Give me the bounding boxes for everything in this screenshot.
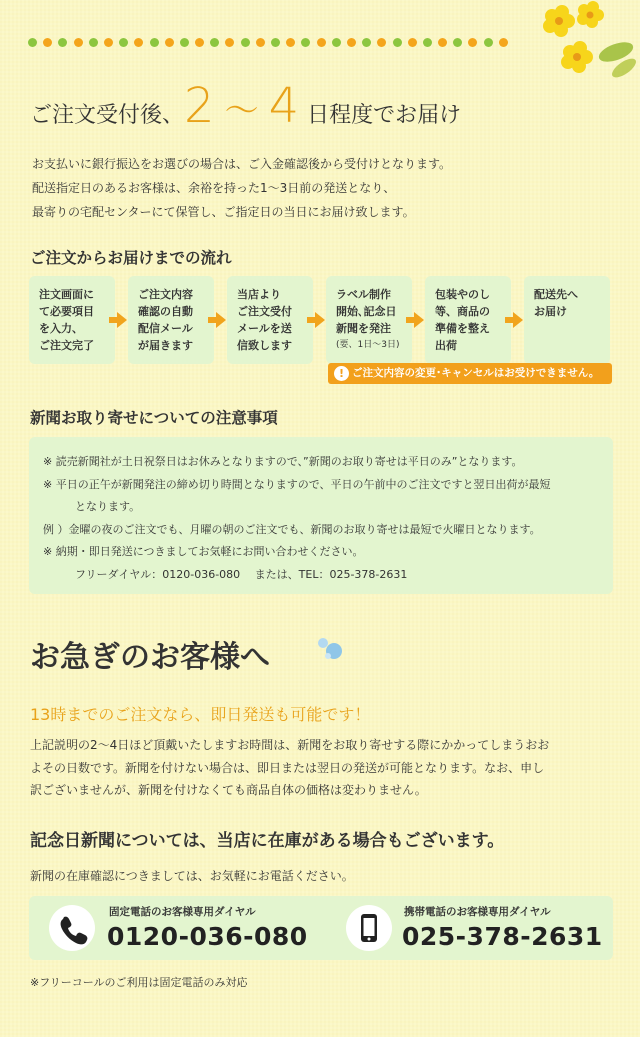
- headline-max-days: 4: [268, 78, 300, 134]
- notice-box: [29, 437, 613, 594]
- flow-step-5: 包装やのし 等、商品の 準備を整え 出荷: [425, 276, 511, 364]
- mobile-label: 携帯電話のお客様専用ダイヤル: [404, 906, 551, 918]
- flow-step-3: 当店より ご注文受付 メールを送 信致します: [227, 276, 313, 364]
- headline-min-days: 2: [184, 78, 215, 134]
- divider-dot: [150, 38, 159, 47]
- intro-line: 配送指定日のあるお客様は、余裕を持った1～3日前の発送となり、: [32, 181, 396, 195]
- phone-contact-box: [29, 896, 613, 960]
- divider-dot: [195, 38, 204, 47]
- divider-dot: [134, 38, 143, 47]
- divider-dot: [28, 38, 37, 47]
- flow-step-6: 配送先へ お届け: [524, 276, 610, 364]
- phone-handset-icon: [49, 905, 95, 951]
- notice-title: 新聞お取り寄せについての注意事項: [30, 409, 278, 427]
- divider-dot: [256, 38, 265, 47]
- divider-dot: [423, 38, 432, 47]
- cancel-warning-badge: [328, 363, 612, 384]
- divider-dot: [317, 38, 326, 47]
- divider-dot: [119, 38, 128, 47]
- mobile-number-link[interactable]: 025-378-2631: [402, 922, 603, 951]
- landline-number-link[interactable]: 0120-036-080: [107, 922, 308, 951]
- flow-step-4: ラベル制作 開始､記念日 新聞を発注 (要、1日～3日): [326, 276, 412, 364]
- intro-text: [32, 152, 612, 224]
- divider-dot: [225, 38, 234, 47]
- arrow-right-icon: [216, 312, 226, 328]
- divider-dot: [438, 38, 447, 47]
- headline-tilde: ～: [224, 91, 259, 131]
- exclamation-icon: !: [334, 366, 349, 381]
- divider-dot: [43, 38, 52, 47]
- divider-dot: [58, 38, 67, 47]
- flow-title: ご注文からお届けまでの流れ: [30, 249, 232, 267]
- notice-line: ※ 平日の正午が新聞発注の締め切り時間となりますので、平日の午前中のご注文ですと翌日出荷が最短: [43, 477, 551, 491]
- arrow-right-icon: [315, 312, 325, 328]
- stock-newspaper-title: 記念日新聞については、当店に在庫がある場合もございます。: [30, 831, 505, 851]
- warning-text: ご注文内容の変更･キャンセルはお受けできません。: [352, 367, 600, 379]
- order-flow: [29, 276, 619, 366]
- divider-dot: [165, 38, 174, 47]
- landline-label: 固定電話のお客様専用ダイヤル: [109, 906, 256, 918]
- notice-line: ※ 納期・即日発送につきましてお気軽にお問い合わせください。: [43, 545, 364, 558]
- intro-line: お支払いに銀行振込をお選びの場合は、ご入金確認後から受付けとなります。: [32, 157, 452, 171]
- divider-dot: [286, 38, 295, 47]
- headline-prefix: ご注文受付後、: [30, 103, 185, 128]
- notice-line: ※ 読売新聞社が土日祝祭日はお休みとなりますので、”新聞のお取り寄せは平日のみ”となります。: [43, 455, 523, 468]
- divider-dot: [468, 38, 477, 47]
- arrow-right-icon: [513, 312, 523, 328]
- notice-line: 例 ）金曜の夜のご注文でも、月曜の朝のご注文でも、新聞のお取り寄せは最短で火曜日となります。: [43, 522, 541, 536]
- divider-dot: [210, 38, 219, 47]
- delivery-headline: [30, 78, 590, 142]
- freecall-footnote: ※フリーコールのご利用は固定電話のみ対応: [30, 976, 248, 989]
- divider-dot: [271, 38, 280, 47]
- divider-dot: [301, 38, 310, 47]
- divider-dot: [453, 38, 462, 47]
- notice-line: となります。: [75, 500, 141, 513]
- divider-dot: [332, 38, 341, 47]
- urgent-title: お急ぎのお客様へ: [30, 640, 270, 675]
- divider-dot: [74, 38, 83, 47]
- divider-dot: [180, 38, 189, 47]
- divider-dot: [499, 38, 508, 47]
- divider-dot: [104, 38, 113, 47]
- arrow-right-icon: [117, 312, 127, 328]
- divider-dot: [377, 38, 386, 47]
- water-drops-icon: [314, 634, 344, 662]
- stock-newspaper-text: 新聞の在庫確認につきましては、お気軽にお電話ください。: [30, 869, 354, 883]
- divider-dot: [408, 38, 417, 47]
- divider-dot: [362, 38, 371, 47]
- headline-suffix: 日程度でお届け: [307, 103, 462, 128]
- flow-step-2: ご注文内容 確認の自動 配信メール が届きます: [128, 276, 214, 364]
- divider-dot: [484, 38, 493, 47]
- intro-line: 最寄りの宅配センターにて保管し、ご指定日の当日にお届け致します。: [32, 205, 415, 219]
- notice-contact-line: フリーダイヤル：0120-036-080 または、TEL：025-378-2631: [75, 567, 408, 581]
- divider-dot: [347, 38, 356, 47]
- same-day-shipping-note: 13時までのご注文なら、即日発送も可能です！: [30, 705, 371, 724]
- divider-dot: [393, 38, 402, 47]
- divider-dot: [89, 38, 98, 47]
- dotted-divider: [28, 38, 508, 48]
- divider-dot: [241, 38, 250, 47]
- arrow-right-icon: [414, 312, 424, 328]
- shipping-explanation: 上記説明の2～4日ほど頂戴いたしますお時間は、新聞をお取り寄せする際にかかってしまうおお よその日数です。新聞を付けない場合は、即日または翌日の発送が可能となります。なお、申し 訳ございませんが、新聞を付けなくても商品自体の価格は変わりません。: [30, 738, 550, 797]
- flow-step-1: 注文画面に て必要項目 を入力、 ご注文完了: [29, 276, 115, 364]
- smartphone-icon: [346, 905, 392, 951]
